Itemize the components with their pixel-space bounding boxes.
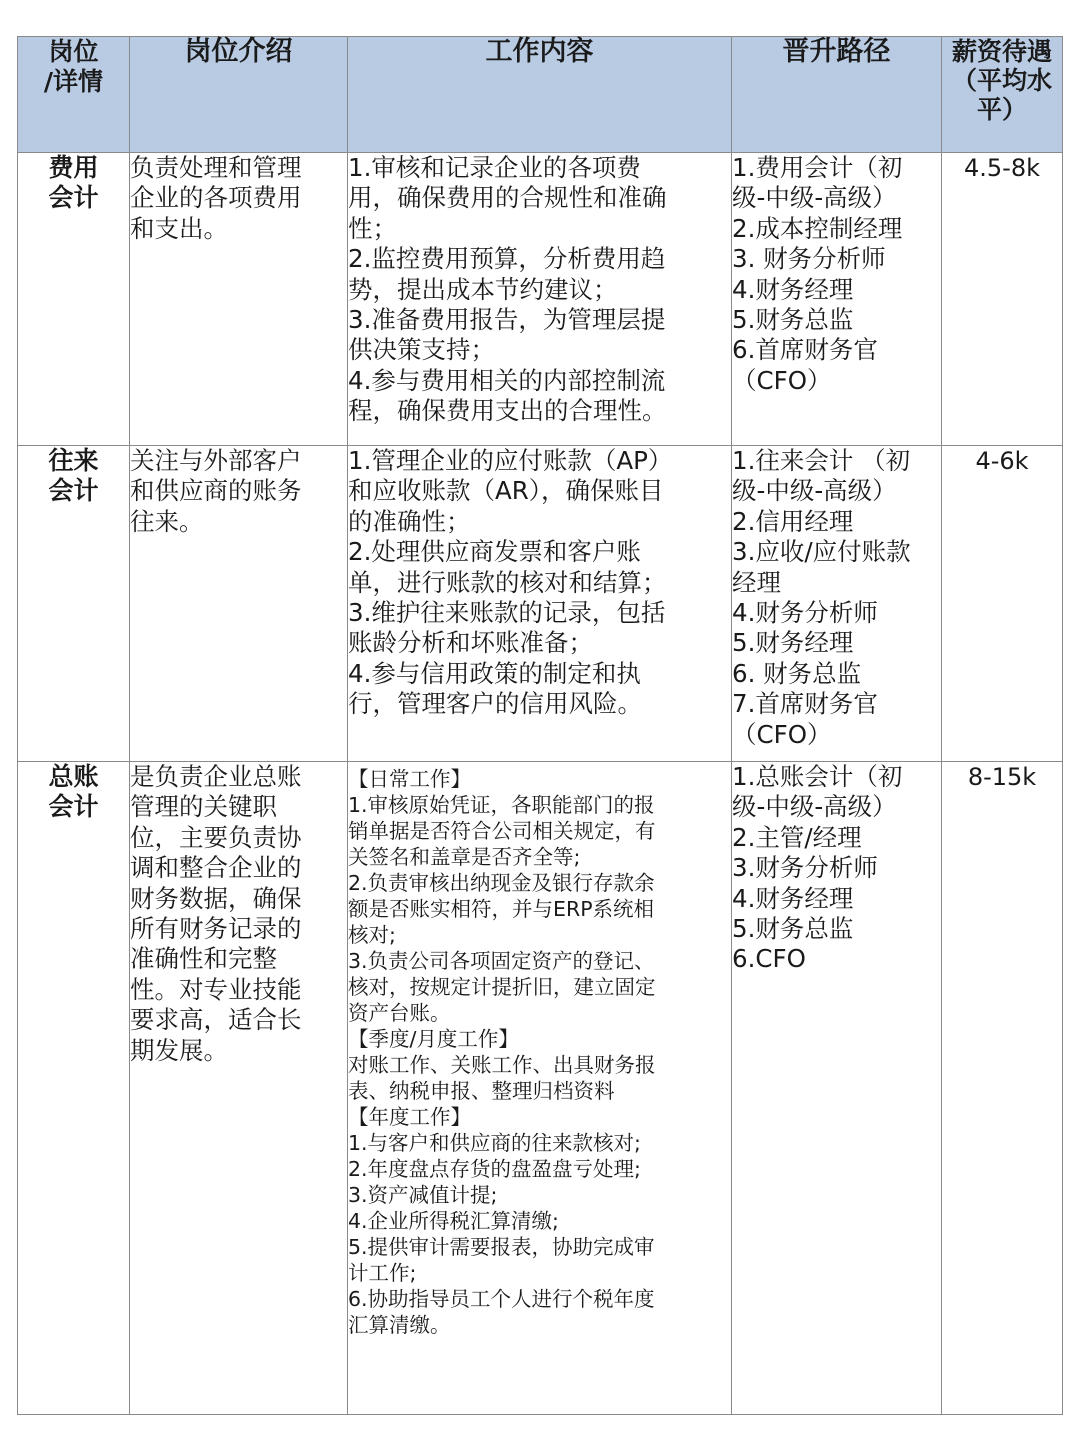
header-work: 工作内容 xyxy=(348,37,732,153)
position-name: 往来 会计 xyxy=(18,446,130,762)
header-position: 岗位 /详情 xyxy=(18,37,130,153)
header-path: 晋升路径 xyxy=(732,37,942,153)
work-content: 1.管理企业的应付账款（AP） 和应收账款（AR），确保账目 的准确性； 2.处理供应商发票和客户账 单，进行账款的核对和结算； 3.维护往来账款的记录，包括 账龄分析和坏账准备； 4.参与信用政策的制定和执 行，管理客户的信用风险。 xyxy=(348,446,732,762)
salary-range: 4.5-8k xyxy=(942,153,1063,446)
table-row xyxy=(18,762,1063,1415)
header-salary: 薪资待遇 （平均水 平） xyxy=(942,37,1063,153)
position-intro: 是负责企业总账 管理的关键职 位，主要负责协 调和整合企业的 财务数据，确保 所有财务记录的 准确性和完整 性。对专业技能 要求高，适合长 期发展。 xyxy=(130,762,348,1415)
career-comparison-table xyxy=(17,36,1063,1415)
table-row xyxy=(18,446,1063,762)
header-intro: 岗位介绍 xyxy=(130,37,348,153)
salary-range: 4-6k xyxy=(942,446,1063,762)
table-row xyxy=(18,153,1063,446)
work-content: 1.审核和记录企业的各项费 用，确保费用的合规性和准确 性； 2.监控费用预算，分析费用趋 势，提出成本节约建议； 3.准备费用报告，为管理层提 供决策支持； 4.参与费用相关的内部控制流 程，确保费用支出的合理性。 xyxy=(348,153,732,446)
header-row xyxy=(18,37,1063,153)
salary-range: 8-15k xyxy=(942,762,1063,1415)
promotion-path: 1.往来会计 （初 级-中级-高级） 2.信用经理 3.应收/应付账款 经理 4.财务分析师 5.财务经理 6. 财务总监 7.首席财务官 （CFO） xyxy=(732,446,942,762)
position-intro: 负责处理和管理 企业的各项费用 和支出。 xyxy=(130,153,348,446)
position-name: 总账 会计 xyxy=(18,762,130,1415)
promotion-path: 1.总账会计（初 级-中级-高级） 2.主管/经理 3.财务分析师 4.财务经理 5.财务总监 6.CFO xyxy=(732,762,942,1415)
work-content: 【日常工作】 1.审核原始凭证，各职能部门的报 销单据是否符合公司相关规定，有 关签名和盖章是否齐全等; 2.负责审核出纳现金及银行存款余 额是否账实相符，并与ERP系统相 核对; 3.负责公司各项固定资产的登记、 核对，按规定计提折旧，建立固定 资产台账。 【季度/月度工作】 对账工作、关账工作、出具财务报 表、纳税申报、整理归档资料 【年度工作】 1.与客户和供应商的往来款核对; 2.年度盘点存货的盘盈盘亏处理; 3.资产减值计提; 4.企业所得税汇算清缴; 5.提供审计需要报表，协助完成审 计工作; 6.协助指导员工个人进行个税年度 汇算清缴。 xyxy=(348,762,732,1415)
position-name: 费用 会计 xyxy=(18,153,130,446)
position-intro: 关注与外部客户 和供应商的账务 往来。 xyxy=(130,446,348,762)
promotion-path: 1.费用会计（初 级-中级-高级） 2.成本控制经理 3. 财务分析师 4.财务经理 5.财务总监 6.首席财务官 （CFO） xyxy=(732,153,942,446)
